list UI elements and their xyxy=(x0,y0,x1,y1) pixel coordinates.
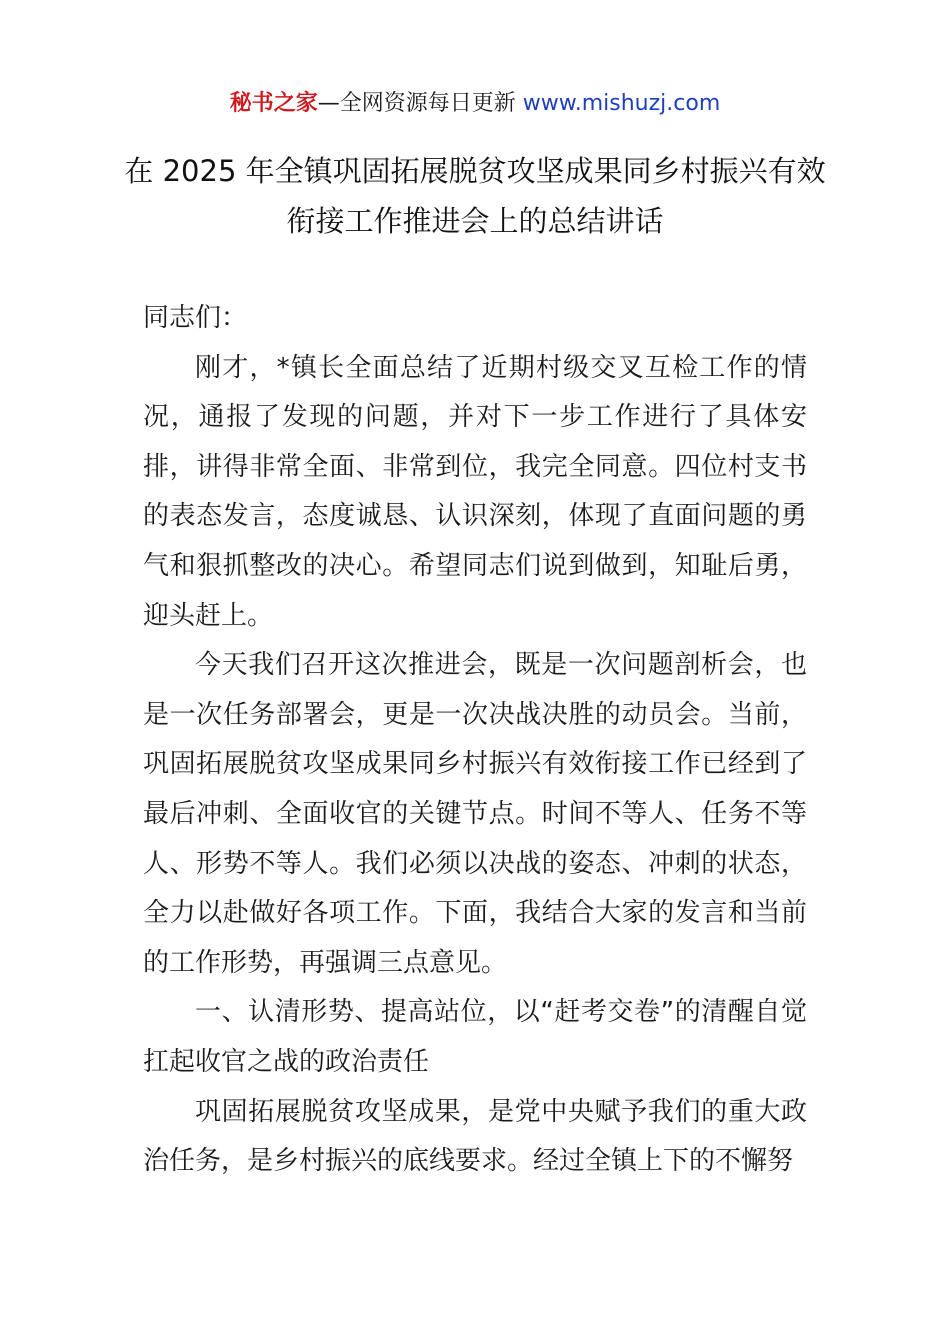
site-header xyxy=(0,86,950,122)
section-heading: 一、认清形势、提高站位，以“赶考交卷”的清醒自觉扛起收官之战的政治责任 xyxy=(143,997,807,1077)
body-paragraph: 刚才，*镇长全面总结了近期村级交叉互检工作的情况，通报了发现的问题，并对下一步工作进行了具体安排，讲得非常全面、非常到位，我完全同意。四位村支书的表态发言，态度诚恳、认识深刻，体现了直面问题的勇气和狠抓整改的决心。希望同志们说到做到，知耻后勇，迎头赶上。 xyxy=(143,352,807,631)
document-body xyxy=(143,294,807,1187)
salutation: 同志们： xyxy=(143,303,248,333)
site-url-link[interactable]: www.mishuzj.com xyxy=(522,91,721,116)
header-tagline: —全网资源每日更新 xyxy=(317,91,523,116)
body-paragraph: 巩固拓展脱贫攻坚成果，是党中央赋予我们的重大政治任务，是乡村振兴的底线要求。经过全镇上下的不懈努 xyxy=(143,1096,807,1177)
document-title: 在 2025 年全镇巩固拓展脱贫攻坚成果同乡村振兴有效衔接工作推进会上的总结讲话 xyxy=(124,154,826,238)
body-paragraph: 今天我们召开这次推进会，既是一次问题剖析会，也是一次任务部署会，更是一次决战决胜的动员会。当前，巩固拓展脱贫攻坚成果同乡村振兴有效衔接工作已经到了最后冲刺、全面收官的关键节点。时间不等人、任务不等人、形势不等人。我们必须以决战的姿态、冲刺的状态，全力以赴做好各项工作。下面，我结合大家的发言和当前的工作形势，再强调三点意见。 xyxy=(143,650,807,978)
brand-name: 秘书之家 xyxy=(229,91,318,116)
